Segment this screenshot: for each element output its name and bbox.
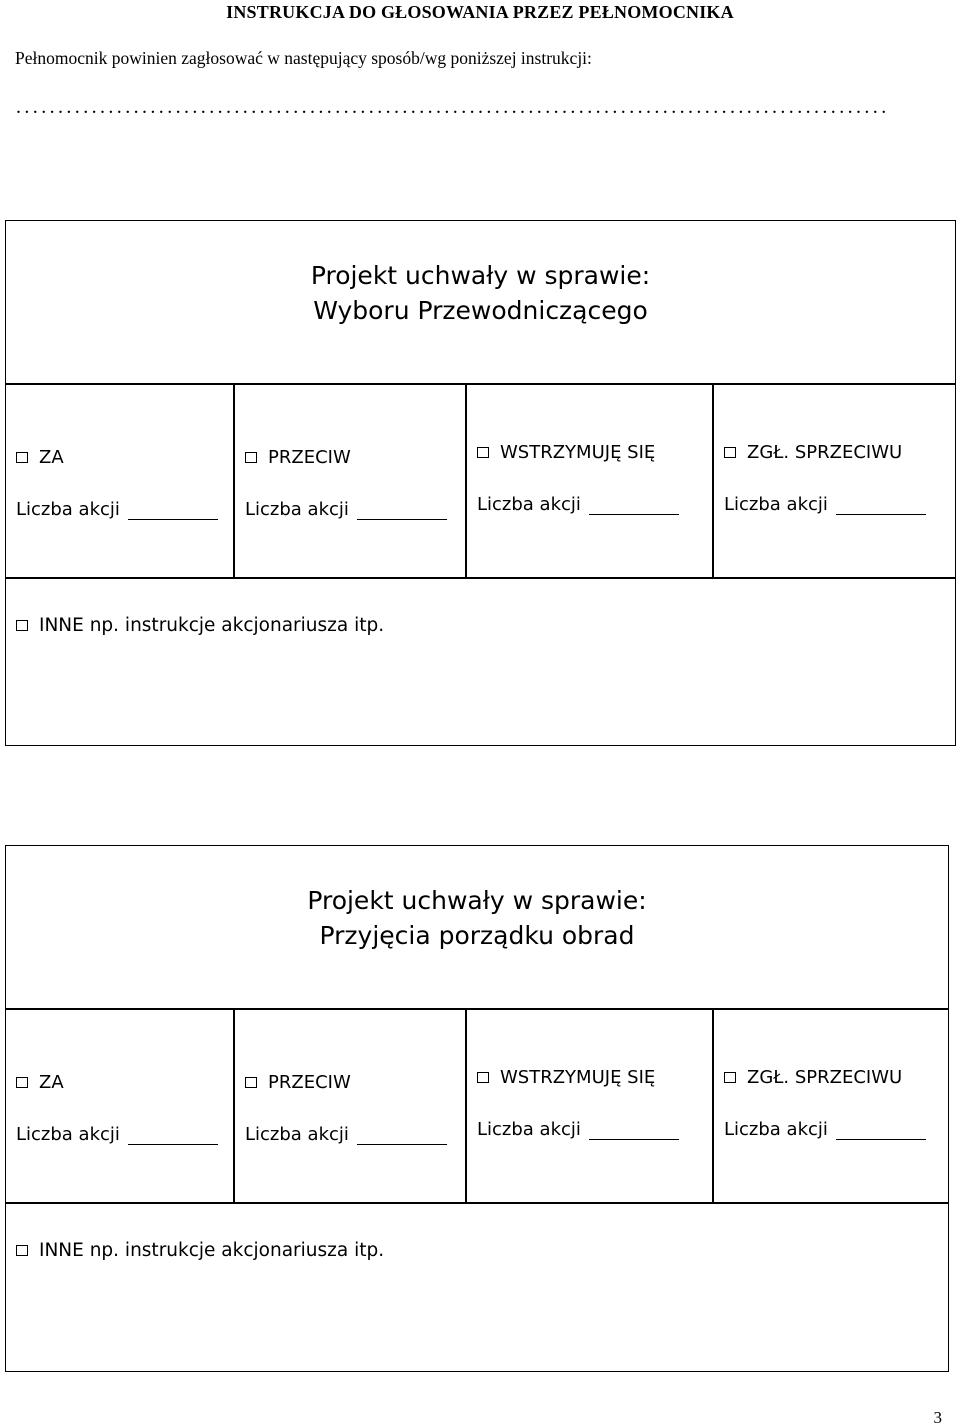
share-count-label: Liczba akcji <box>245 1124 349 1145</box>
vote-option-for <box>6 1010 235 1202</box>
vote-option-label: ZGŁ. SPRZECIWU <box>747 1067 903 1088</box>
vote-option-label: ZA <box>39 447 64 468</box>
resolution-heading <box>6 846 948 1010</box>
vote-option-label: ZGŁ. SPRZECIWU <box>747 442 903 463</box>
checkbox-abstain[interactable] <box>477 447 489 458</box>
vote-option-label: WSTRZYMUJĘ SIĘ <box>500 442 656 463</box>
vote-option-label: WSTRZYMUJĘ SIĘ <box>500 1067 656 1088</box>
page-number: 3 <box>933 1408 942 1427</box>
vote-option-label: PRZECIW <box>268 1072 351 1093</box>
share-count-label: Liczba akcji <box>724 1119 828 1140</box>
checkbox-against[interactable] <box>245 452 257 463</box>
checkbox-for[interactable] <box>16 1077 28 1088</box>
document-title: INSTRUKCJA DO GŁOSOWANIA PRZEZ PEŁNOMOCNIKA <box>226 2 734 22</box>
vote-options-row <box>6 1010 948 1204</box>
other-instructions-label: INNE np. instrukcje akcjonariusza itp. <box>39 1240 385 1261</box>
vote-option-against <box>235 385 467 577</box>
vote-option-label: ZA <box>39 1072 64 1093</box>
dotted-answer-line: ........................................................................................................ <box>16 96 890 118</box>
share-count-label: Liczba akcji <box>477 494 581 515</box>
resolution-form-2 <box>5 845 949 1372</box>
resolution-subject: Wyboru Przewodniczącego <box>313 296 648 325</box>
other-instructions-label: INNE np. instrukcje akcjonariusza itp. <box>39 615 385 636</box>
resolution-subject: Przyjęcia porządku obrad <box>319 921 635 950</box>
checkbox-objection[interactable] <box>724 1072 736 1083</box>
vote-option-against <box>235 1010 467 1202</box>
vote-option-label: PRZECIW <box>268 447 351 468</box>
resolution-heading-line1: Projekt uchwały w sprawie: <box>307 886 647 915</box>
checkbox-abstain[interactable] <box>477 1072 489 1083</box>
share-count-label: Liczba akcji <box>16 499 120 520</box>
other-instructions-area[interactable] <box>6 1204 948 1371</box>
share-count-field[interactable] <box>128 501 218 520</box>
share-count-field[interactable] <box>357 1126 447 1145</box>
checkbox-for[interactable] <box>16 452 28 463</box>
share-count-field[interactable] <box>589 1121 679 1140</box>
share-count-field[interactable] <box>128 1126 218 1145</box>
vote-option-for <box>6 385 235 577</box>
resolution-heading-line1: Projekt uchwały w sprawie: <box>310 261 651 290</box>
share-count-field[interactable] <box>589 496 679 515</box>
vote-options-row <box>6 385 955 579</box>
share-count-field[interactable] <box>836 1121 926 1140</box>
vote-option-abstain <box>467 385 714 577</box>
share-count-label: Liczba akcji <box>245 499 349 520</box>
share-count-label: Liczba akcji <box>16 1124 120 1145</box>
share-count-field[interactable] <box>357 501 447 520</box>
vote-option-objection <box>714 1010 948 1202</box>
share-count-label: Liczba akcji <box>724 494 828 515</box>
other-instructions-area[interactable] <box>6 579 955 745</box>
checkbox-other[interactable] <box>16 620 28 631</box>
checkbox-objection[interactable] <box>724 447 736 458</box>
instruction-intro: Pełnomocnik powinien zagłosować w następujący sposób/wg poniższej instrukcji: <box>15 48 592 68</box>
vote-option-abstain <box>467 1010 714 1202</box>
share-count-label: Liczba akcji <box>477 1119 581 1140</box>
resolution-form-1 <box>5 220 956 746</box>
share-count-field[interactable] <box>836 496 926 515</box>
checkbox-against[interactable] <box>245 1077 257 1088</box>
vote-option-objection <box>714 385 955 577</box>
checkbox-other[interactable] <box>16 1245 28 1256</box>
resolution-heading <box>6 221 955 385</box>
